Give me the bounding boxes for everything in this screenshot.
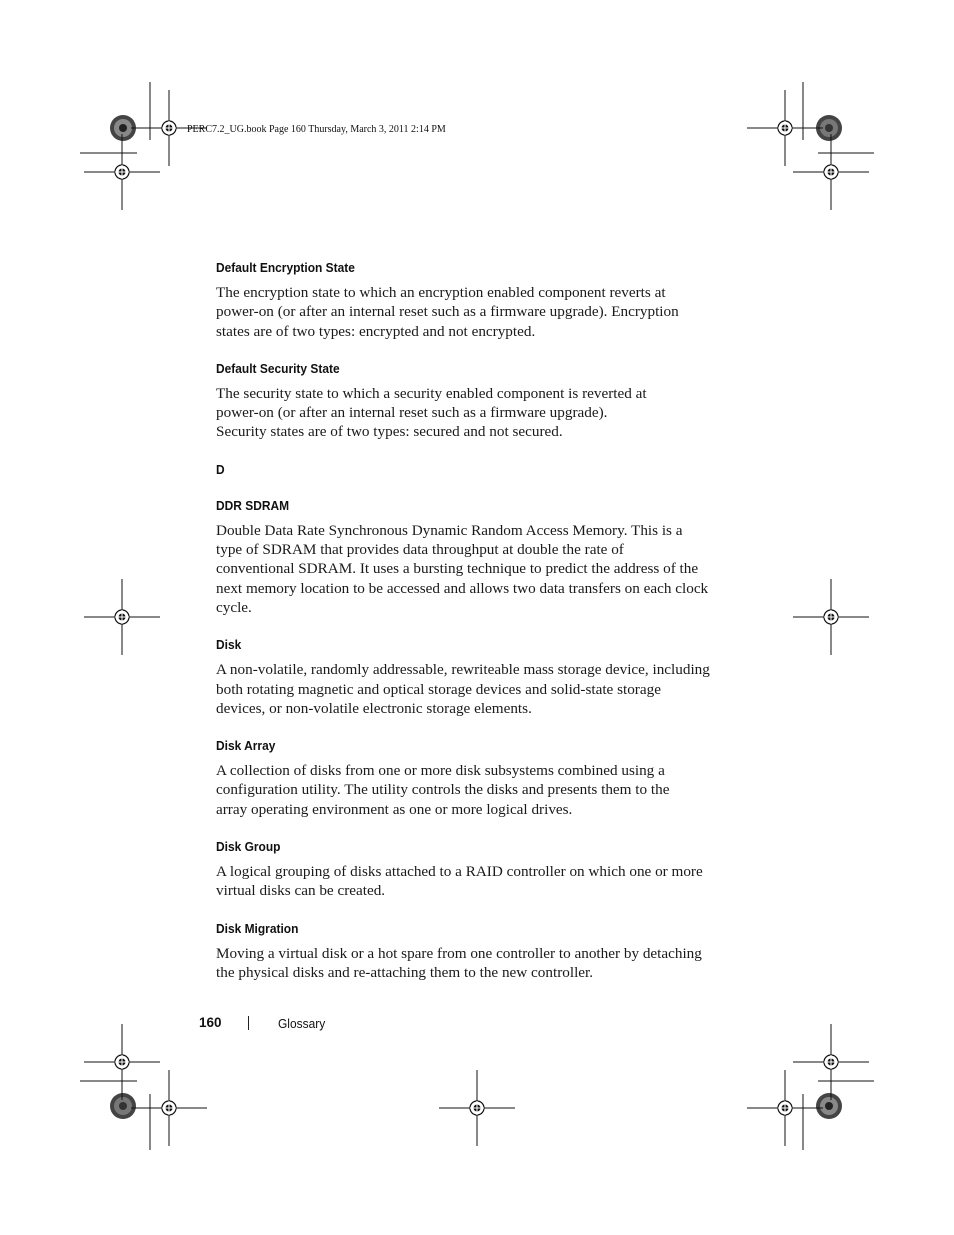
glossary-entry — [216, 497, 716, 617]
glossary-term: Disk Array — [216, 738, 276, 754]
glossary-letter-heading — [216, 461, 716, 479]
starburst-icon-bottom-right — [816, 1093, 842, 1119]
glossary-entry — [216, 259, 716, 341]
starburst-icon-bottom-left — [110, 1093, 136, 1119]
crosshair-icon-upper-right — [793, 134, 869, 210]
glossary-definition: Moving a virtual disk or a hot spare from one controller to another by detaching the physical disks and re-attaching them to the new controller. — [216, 944, 702, 981]
glossary-entry — [216, 838, 716, 901]
crosshair-icon-bottom-center — [439, 1070, 515, 1146]
glossary-term: DDR SDRAM — [216, 497, 290, 513]
glossary-definition: A non-volatile, randomly addressable, rewriteable mass storage device, including both rotating magnetic and optical storage devices and solid-state storage devices, or non-volatile electronic storage elements. — [216, 661, 710, 717]
glossary-term: Default Security State — [216, 360, 340, 376]
glossary-term: Default Encryption State — [216, 260, 355, 275]
footer-divider — [248, 1016, 249, 1030]
glossary-entry — [216, 920, 716, 983]
glossary-definition: Double Data Rate Synchronous Dynamic Random Access Memory. This is a type of SDRAM that provides data throughput at double the rate of conventional SDRAM. It uses a bursting technique to predict the address of the next memory location to be accessed and allows two data transfers on each clock cycle. — [216, 521, 709, 616]
crosshair-icon-mid-left — [84, 579, 160, 655]
glossary-definition: A logical grouping of disks attached to a RAID controller on which one or more virtual disks can be created. — [216, 863, 703, 900]
glossary-definition: The security state to which a security enabled component is reverted at power-on (or after an internal reset such as a firmware upgrade). Security states are of two types: secured and not secured. — [216, 384, 647, 441]
page-number: 160 — [199, 1015, 222, 1030]
crosshair-icon-lower-right — [793, 1024, 869, 1100]
crosshair-icon-bottom-left — [131, 1070, 207, 1146]
glossary-definition: A collection of disks from one or more disk subsystems combined using a configuration utility. The utility controls the disks and presents them to the array operating environment as one or more logical drives. — [216, 762, 670, 818]
crosshair-icon-lower-left — [84, 1024, 160, 1100]
print-header: PERC7.2_UG.book Page 160 Thursday, March 3, 2011 2:14 PM — [187, 124, 446, 135]
glossary-content — [216, 259, 716, 1001]
glossary-entry — [216, 360, 716, 442]
glossary-term: Disk Group — [216, 839, 281, 855]
crosshair-icon-mid-right — [793, 579, 869, 655]
glossary-entry — [216, 737, 716, 819]
footer-section-name: Glossary — [278, 1016, 326, 1031]
glossary-entry — [216, 636, 716, 718]
crosshair-icon-bottom-right — [747, 1070, 823, 1146]
crosshair-icon-upper-left — [84, 134, 160, 210]
letter-heading: D — [216, 461, 225, 477]
glossary-term: Disk Migration — [216, 920, 299, 936]
glossary-term: Disk — [216, 637, 242, 653]
glossary-definition: The encryption state to which an encryption enabled component reverts at power-on (or after an internal reset such as a firmware upgrade). Encryption states are of two types: encrypted and not encrypted. — [216, 284, 679, 340]
crosshair-icon-top-right — [747, 90, 823, 166]
